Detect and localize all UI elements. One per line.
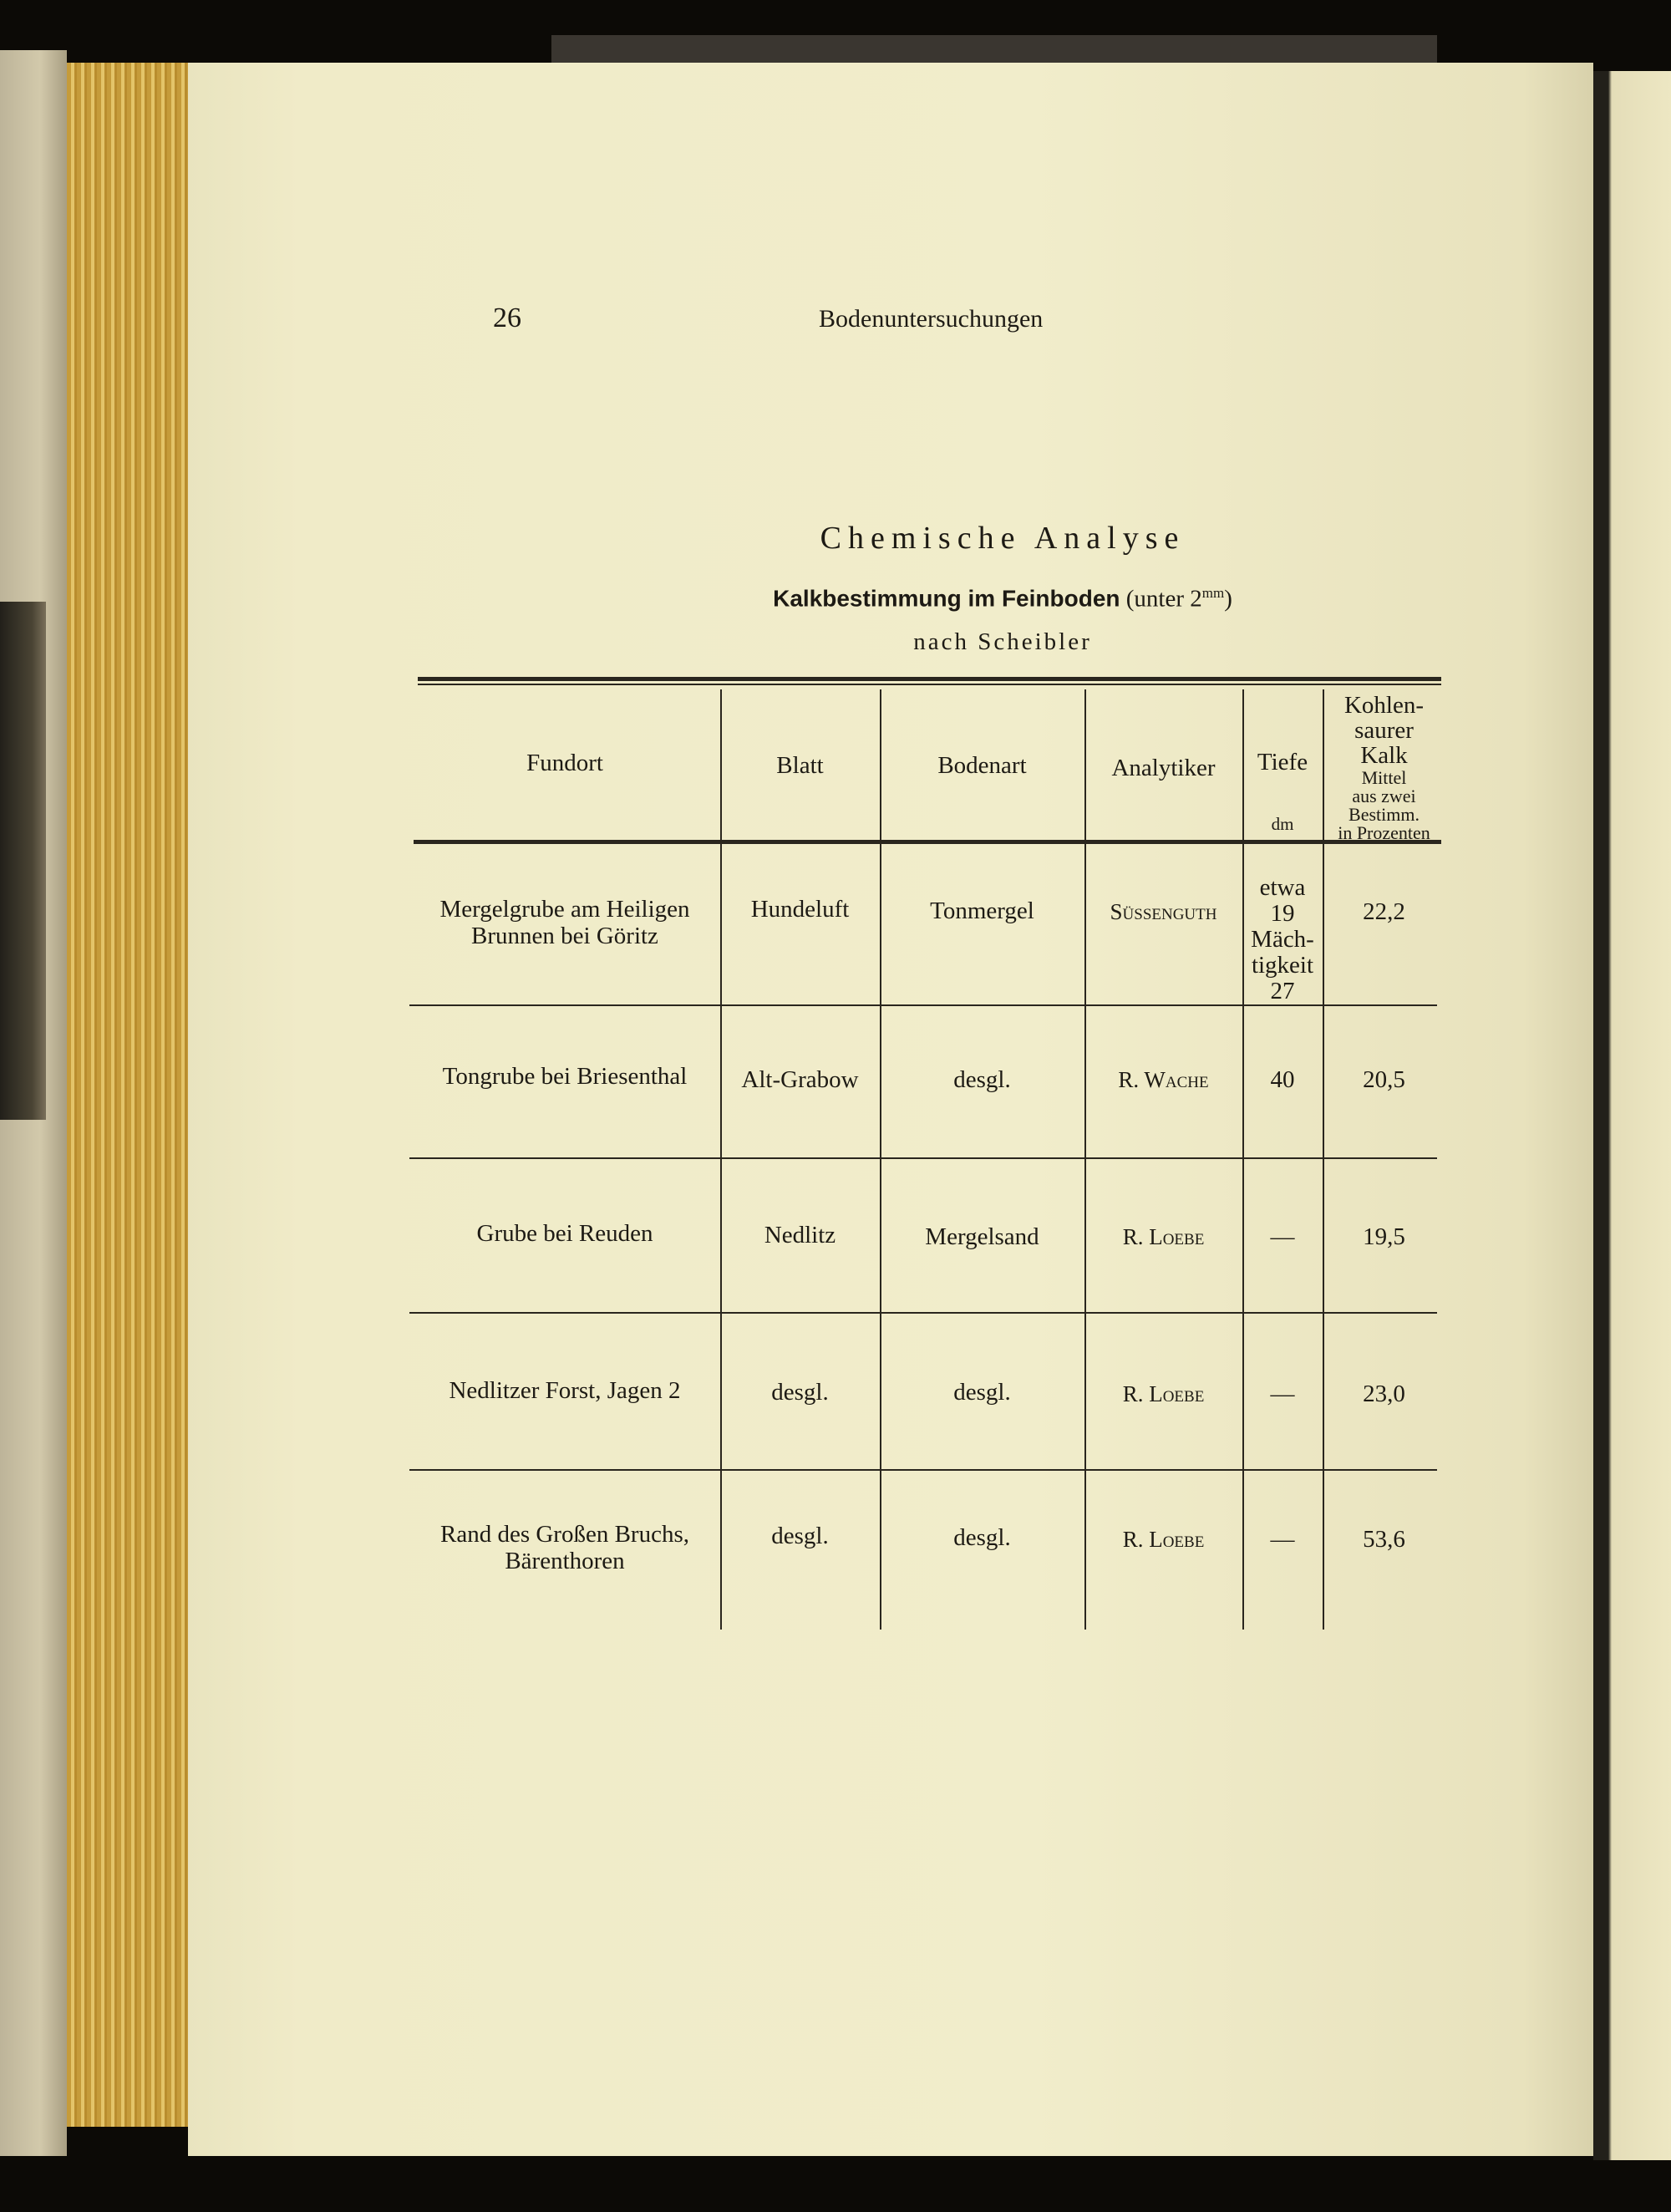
row2-analytiker-text: R. Wache — [1118, 1067, 1209, 1092]
row1-tiefe-5: 27 — [1270, 978, 1295, 1004]
subtitle-rest: (unter 2 — [1125, 585, 1202, 613]
row1-analytiker-text: Süssenguth — [1110, 899, 1217, 924]
row5-kalk: 53,6 — [1363, 1526, 1405, 1553]
lime-analysis-table — [409, 677, 1445, 1625]
row5-fundort-1: Rand des Großen Bruchs, — [439, 1521, 689, 1548]
row1-blatt: Hundeluft — [750, 896, 850, 923]
row2-kalk: 20,5 — [1363, 1066, 1405, 1093]
header-bodenart: Bodenart — [937, 752, 1027, 779]
torn-cover-edge — [0, 602, 46, 1120]
header-kalk-note-4: in Prozenten — [1338, 822, 1430, 843]
col-rule-3 — [1084, 689, 1086, 1630]
header-kalk-3: Kalk — [1360, 742, 1408, 769]
row1-tiefe-2: 19 — [1270, 900, 1295, 927]
row3-tiefe: — — [1270, 1223, 1295, 1250]
row-rule-2 — [409, 1157, 1437, 1159]
row4-bodenart: desgl. — [953, 1379, 1011, 1406]
header-kalk-note-2: aus zwei — [1352, 786, 1416, 806]
row4-analytiker-text: R. Loebe — [1122, 1381, 1205, 1406]
top-binding-strip — [551, 35, 1437, 65]
row1-tiefe-3: Mäch- — [1251, 926, 1314, 953]
row2-analytiker — [1084, 1066, 1242, 1094]
row1-fundort-1: Mergelgrube am Heiligen — [439, 896, 690, 923]
header-kalk-note-3: Bestimm. — [1348, 804, 1420, 825]
row4-kalk: 23,0 — [1363, 1381, 1405, 1407]
next-page-edge — [1593, 71, 1671, 2160]
row2-bodenart: desgl. — [953, 1066, 1011, 1093]
row4-analytiker — [1084, 1381, 1242, 1408]
row1-fundort-2: Brunnen bei Göritz — [471, 923, 658, 949]
section-title: Chemische Analyse — [820, 521, 1186, 556]
row3-analytiker — [1084, 1223, 1242, 1251]
subtitle-sup: mm — [1201, 585, 1225, 601]
row5-tiefe: — — [1270, 1526, 1295, 1553]
header-fundort: Fundort — [526, 750, 603, 776]
page-edges-stack — [67, 63, 192, 2127]
header-analytiker: Analytiker — [1111, 755, 1216, 781]
header-blatt: Blatt — [776, 752, 824, 779]
row3-blatt: Nedlitz — [764, 1222, 836, 1248]
row3-kalk: 19,5 — [1363, 1223, 1405, 1250]
row5-fundort-2: Bärenthoren — [505, 1548, 625, 1574]
row1-bodenart: Tonmergel — [930, 898, 1034, 924]
header-kalk-1: Kohlen- — [1343, 692, 1425, 719]
row1-tiefe-1: etwa — [1259, 874, 1306, 901]
subtitle-close: ) — [1224, 585, 1232, 613]
method-line: nach Scheibler — [913, 628, 1092, 655]
header-tiefe-unit: dm — [1271, 814, 1294, 834]
running-head: Bodenuntersuchungen — [819, 305, 1044, 333]
subtitle-bold: Kalkbestimmung im Feinboden — [773, 585, 1120, 612]
col-rule-1 — [720, 689, 722, 1630]
row-rule-4 — [409, 1469, 1437, 1471]
col-rule-2 — [880, 689, 881, 1630]
row1-kalk: 22,2 — [1363, 898, 1405, 925]
row5-analytiker-text: R. Loebe — [1122, 1527, 1205, 1552]
row5-analytiker — [1084, 1526, 1242, 1553]
row3-analytiker-text: R. Loebe — [1122, 1224, 1205, 1249]
header-bottom-rule — [414, 840, 1441, 844]
row2-fundort: Tongrube bei Briesenthal — [442, 1063, 688, 1090]
header-kalk-2: saurer — [1354, 717, 1414, 744]
table-top-rule-thin — [418, 684, 1441, 685]
table-top-rule — [418, 677, 1441, 681]
row2-blatt: Alt-Grabow — [741, 1066, 859, 1093]
row2-tiefe: 40 — [1270, 1066, 1295, 1093]
row5-bodenart: desgl. — [953, 1524, 1011, 1551]
row1-analytiker — [1084, 898, 1242, 926]
header-tiefe: Tiefe — [1257, 749, 1308, 775]
row1-tiefe-4: tigkeit — [1251, 952, 1314, 979]
row4-tiefe: — — [1270, 1381, 1295, 1407]
row3-bodenart: Mergelsand — [925, 1223, 1039, 1250]
header-kalk-note-1: Mittel — [1361, 767, 1407, 788]
row4-blatt: desgl. — [771, 1379, 829, 1406]
row5-blatt: desgl. — [771, 1523, 829, 1549]
row3-fundort: Grube bei Reuden — [476, 1220, 653, 1247]
row4-fundort: Nedlitzer Forst, Jagen 2 — [449, 1377, 681, 1404]
row-rule-3 — [409, 1312, 1437, 1314]
page-number: 26 — [493, 303, 521, 333]
table-subtitle — [585, 585, 1420, 613]
